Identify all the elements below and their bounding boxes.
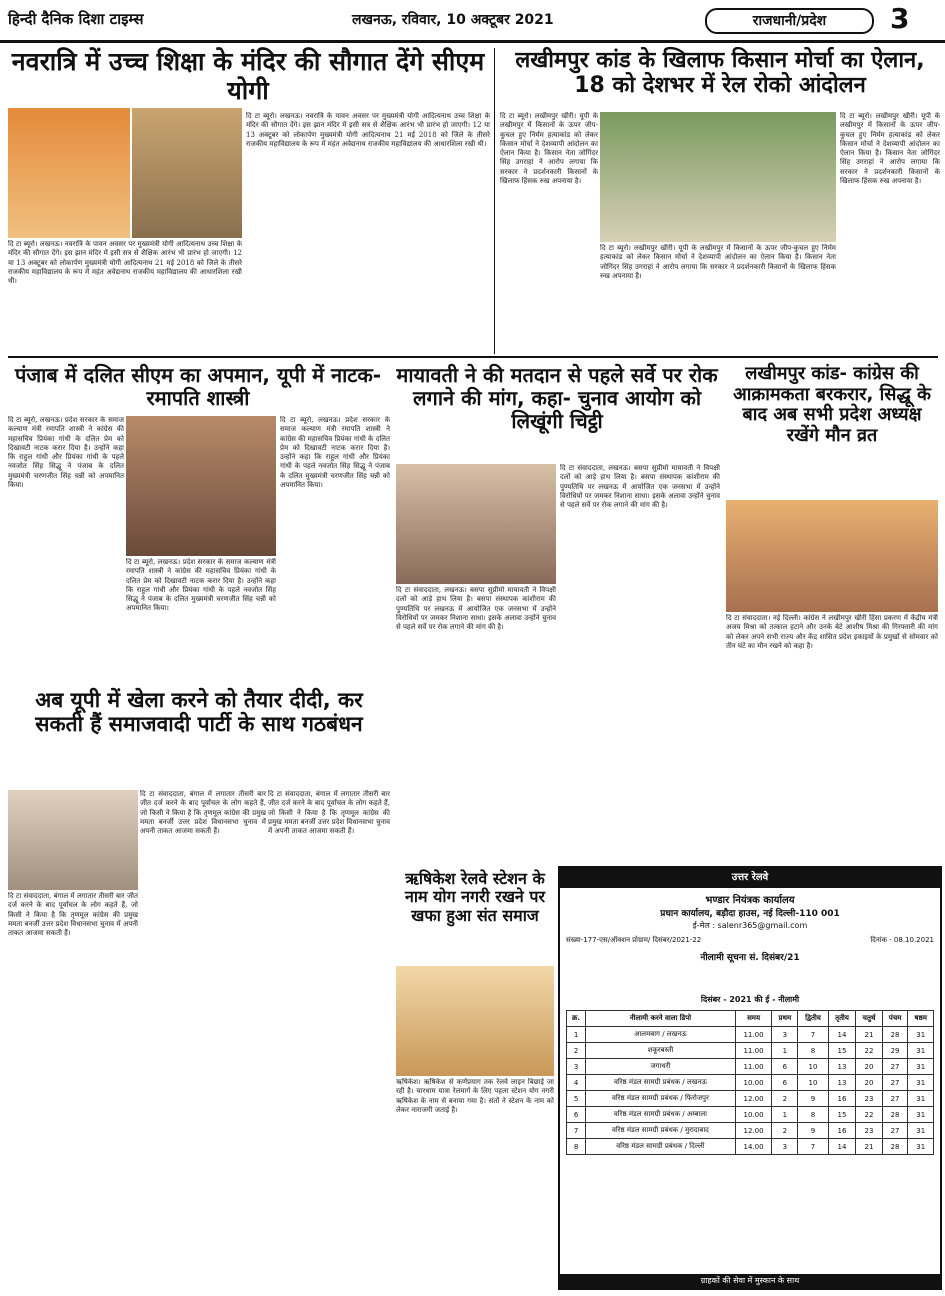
table-cell: वरिष्ठ मंडल सामग्री प्रबंधक / मुरादाबाद <box>586 1123 736 1139</box>
article-2-body-side: दि टा ब्यूरो। लखीमपुर खीरी। यूपी के लखीमपुर में किसानों के ऊपर जीप-कुचल हुए निर्मम हत्याकांड को लेकर किसान मोर्चा ने देशव्यापी आंदोलन का ऐलान किया है। किसान नेता जोगिंदर सिंह उगराहां ने आरोप लगाया कि सरकार ने प्रदर्शनकारी किसानों के खिलाफ हिंसक रुख अपनाया है। <box>840 112 940 186</box>
article-3-body: दि टा ब्यूरो, लखनऊ। प्रदेश सरकार के समाज कल्याण मंत्री रमापति शास्त्री ने कांग्रेस की महासचिव प्रियंका गांधी के दलित प्रेम को दिखावटी नाटक करार दिया है। उन्होंने कहा कि राहुल गांधी और प्रियंका गांधी के पहले नवजोत सिंह सिद्धू ने पंजाब के दलित मुख्यमंत्री चरणजीत सिंह चन्नी को अपमानित किया। <box>8 416 124 490</box>
table-cell: 27 <box>882 1091 908 1107</box>
ad-office: भण्डार नियंत्रक कार्यालय <box>705 895 795 906</box>
article-4-body: दि टा संवाददाता, लखनऊ। बसपा सुप्रीमो मायावती ने विपक्षी दलों को आड़े हाथ लिया है। बसपा संस्थापक कांशीराम की पुण्यतिथि पर लखनऊ में आयोजित एक जनसभा में उन्होंने विरोधियों पर जमकर निशाना साधा। इसके अलावा उन्होंने चुनाव से पहले सर्वे पर रोक लगाने की मांग की है। <box>396 586 556 632</box>
article-7-body: ऋषिकेश। ऋषिकेश से कर्णप्रयाग तक रेलवे लाइन बिछाई जा रही है। चारधाम यात्रा रेलमार्ग के लिए पहला स्टेशन योग नगरी ऋषिकेश के नाम से बनाया गया है। संतों ने स्टेशन के नाम को लेकर नाराजगी जताई है। <box>396 1078 554 1114</box>
table-row <box>567 1075 934 1091</box>
table-cell: जगाधरी <box>586 1059 736 1075</box>
table-cell: 16 <box>828 1091 856 1107</box>
table-cell: 14 <box>828 1139 856 1155</box>
article-5-body: दि टा संवाददाता। नई दिल्ली। कांग्रेस ने लखीमपुर खीरी हिंसा प्रकरण में केंद्रीय मंत्री अजय मिश्रा को तत्काल हटाने और उनके बेटे आशीष मिश्रा की गिरफ्तारी की मांग को लेकर अपने सभी राज्य और केंद्र शासित प्रदेश इकाइयों के प्रमुखों से सोमवार को तीन घंटे का मौन रखने को कहा है। <box>726 614 938 650</box>
col-second: द्वितीय <box>798 1011 828 1027</box>
table-cell: 10.00 <box>735 1107 772 1123</box>
table-row <box>567 1123 934 1139</box>
table-cell: 3 <box>772 1139 798 1155</box>
rampati-shastri-photo <box>126 416 276 556</box>
table-row <box>567 1059 934 1075</box>
paper-name: हिन्दी दैनिक दिशा टाइम्स <box>8 10 144 28</box>
article-6-headline: अब यूपी में खेला करने को तैयार दीदी, कर सकती हैं समाजवादी पार्टी के साथ गठबंधन <box>35 688 363 737</box>
table-row <box>567 1027 934 1043</box>
sidhu-photo <box>726 500 938 612</box>
masthead <box>0 0 945 43</box>
table-cell: 6 <box>772 1075 798 1091</box>
table-cell: वरिष्ठ मंडल सामग्री प्रबंधक / दिल्ली <box>586 1139 736 1155</box>
article-6-body-cont: दि टा संवाददाता, बंगाल में लगातार तीसरी बार जीत दर्ज करने के बाद पूर्वांचल के लोग कहते हैं, जो किसी ने किया है कि तृणमूल कांग्रेस की प्रमुख ममता बनर्जी उत्तर प्रदेश विधानसभा चुनाव में अपनी ताकत आजमा सकती हैं। <box>140 790 266 836</box>
rishikesh-station-photo <box>396 966 554 1076</box>
table-cell: शकूरबस्ती <box>586 1043 736 1059</box>
article-6-body-side: दि टा संवाददाता, बंगाल में लगातार तीसरी बार जीत दर्ज करने के बाद पूर्वांचल के लोग कहते हैं, जो किसी ने किया है कि तृणमूल कांग्रेस की प्रमुख ममता बनर्जी उत्तर प्रदेश विधानसभा चुनाव में अपनी ताकत आजमा सकती हैं। <box>268 790 390 836</box>
table-cell: 12.00 <box>735 1123 772 1139</box>
article-2-body-cont: दि टा ब्यूरो। लखीमपुर खीरी। यूपी के लखीमपुर में किसानों के ऊपर जीप-कुचल हुए निर्मम हत्याकांड को लेकर किसान मोर्चा ने देशव्यापी आंदोलन का ऐलान किया है। किसान नेता जोगिंदर सिंह उगराहां ने आरोप लगाया कि सरकार ने प्रदर्शनकारी किसानों के खिलाफ हिंसक रुख अपनाया है। <box>600 244 836 280</box>
table-cell: वरिष्ठ मंडल सामग्री प्रबंधक / अम्बाला <box>586 1107 736 1123</box>
table-cell: 23 <box>856 1123 882 1139</box>
article-2-body: दि टा ब्यूरो। लखीमपुर खीरी। यूपी के लखीमपुर में किसानों के ऊपर जीप-कुचल हुए निर्मम हत्याकांड को लेकर किसान मोर्चा ने देशव्यापी आंदोलन का ऐलान किया है। किसान नेता जोगिंदर सिंह उगराहां ने आरोप लगाया कि सरकार ने प्रदर्शनकारी किसानों के खिलाफ हिंसक रुख अपनाया है। <box>500 112 598 186</box>
article-6-body: दि टा संवाददाता, बंगाल में लगातार तीसरी बार जीत दर्ज करने के बाद पूर्वांचल के लोग कहते हैं, जो किसी ने किया है कि तृणमूल कांग्रेस की प्रमुख ममता बनर्जी उत्तर प्रदेश विधानसभा चुनाव में अपनी ताकत आजमा सकती हैं। <box>8 892 138 938</box>
mamata-photo <box>8 790 138 890</box>
table-cell: आलमबाग / लखनऊ <box>586 1027 736 1043</box>
yogi-photo <box>8 108 130 238</box>
article-1-body: दि टा ब्यूरो। लखनऊ। नवरात्रि के पावन अवसर पर मुख्यमंत्री योगी आदित्यनाथ उच्च शिक्षा के मंदिर की सौगात देंगे। इस झान मंदिर में इसी सत्र से शैक्षिक आरंभ भी प्रारंभ हो जाएगी। 12 या 13 अक्टूबर को लोकार्पण मुख्यमंत्री योगी आदित्यनाथ 21 मई 2018 को जिले के तीसरे राजकीय महाविद्यालय के रूप में महंत अवेद्यनाथ राजकीय महाविद्यालय की आधारशिला रखी थी। <box>8 240 242 286</box>
table-cell: 21 <box>856 1027 882 1043</box>
article-1-body-cont: दि टा ब्यूरो। लखनऊ। नवरात्रि के पावन अवसर पर मुख्यमंत्री योगी आदित्यनाथ उच्च शिक्षा के मंदिर की सौगात देंगे। इस झान मंदिर में इसी सत्र से शैक्षिक आरंभ भी प्रारंभ हो जाएगी। 12 या 13 अक्टूबर को लोकार्पण मुख्यमंत्री योगी आदित्यनाथ 21 मई 2018 को जिले के तीसरे राजकीय महाविद्यालय के रूप में महंत अवेद्यनाथ राजकीय महाविद्यालय की आधारशिला रखी थी। <box>246 112 490 148</box>
table-cell: 13 <box>828 1059 856 1075</box>
table-cell: 13 <box>828 1075 856 1091</box>
ad-org: उत्तर रेलवे <box>560 868 940 888</box>
table-cell: 12.00 <box>735 1091 772 1107</box>
article-3-body-cont: दि टा ब्यूरो, लखनऊ। प्रदेश सरकार के समाज कल्याण मंत्री रमापति शास्त्री ने कांग्रेस की महासचिव प्रियंका गांधी के दलित प्रेम को दिखावटी नाटक करार दिया है। उन्होंने कहा कि राहुल गांधी और प्रियंका गांधी के पहले नवजोत सिंह सिद्धू ने पंजाब के दलित मुख्यमंत्री चरणजीत सिंह चन्नी को अपमानित किया। <box>126 558 276 613</box>
column-divider <box>494 48 495 354</box>
ad-ref: संख्या-177-एस/ऑक्शन प्रोग्राम/ दिसंबर/2021-22 <box>566 936 702 944</box>
table-cell: 1 <box>772 1043 798 1059</box>
table-cell: 29 <box>882 1043 908 1059</box>
col-time: समय <box>735 1011 772 1027</box>
mayawati-photo <box>396 464 556 584</box>
ad-address: प्रधान कार्यालय, बड़ौदा हाउस, नई दिल्ली-110 001 <box>660 909 840 919</box>
table-cell: 31 <box>908 1123 934 1139</box>
table-cell: 31 <box>908 1091 934 1107</box>
table-cell: 14 <box>828 1027 856 1043</box>
ad-footer: ग्राहकों की सेवा में मुस्कान के साथ <box>560 1274 940 1288</box>
table-cell: 31 <box>908 1043 934 1059</box>
ad-program: दिसंबर - 2021 की ई - नीलामी <box>700 995 800 1004</box>
article-5-headline: लखीमपुर कांड- कांग्रेस की आक्रामकता बरकरार, सिद्धू के बाद अब सभी प्रदेश अध्यक्ष रखेंगे मौन व्रत <box>733 363 931 447</box>
table-cell: 23 <box>856 1091 882 1107</box>
table-cell: 9 <box>798 1123 828 1139</box>
table-cell: 1 <box>567 1027 586 1043</box>
section-label: राजधानी/प्रदेश <box>705 8 874 34</box>
table-cell: 3 <box>567 1059 586 1075</box>
table-cell: 15 <box>828 1107 856 1123</box>
page-number: 3 <box>890 2 910 35</box>
table-cell: वरिष्ठ मंडल सामग्री प्रबंधक / फिरोजपुर <box>586 1091 736 1107</box>
col-fourth: चतुर्थ <box>856 1011 882 1027</box>
table-cell: 5 <box>567 1091 586 1107</box>
auction-table-header <box>567 1011 934 1027</box>
horizontal-rule <box>8 356 938 358</box>
article-3-headline: पंजाब में दलित सीएम का अपमान, यूपी में नाटक- रमापति शास्त्री <box>14 363 382 410</box>
article-3-body-side: दि टा ब्यूरो, लखनऊ। प्रदेश सरकार के समाज कल्याण मंत्री रमापति शास्त्री ने कांग्रेस की महासचिव प्रियंका गांधी के दलित प्रेम को दिखावटी नाटक करार दिया है। उन्होंने कहा कि राहुल गांधी और प्रियंका गांधी के पहले नवजोत सिंह सिद्धू ने पंजाब के दलित मुख्यमंत्री चरणजीत सिंह चन्नी को अपमानित किया। <box>280 416 390 490</box>
table-cell: 31 <box>908 1059 934 1075</box>
railway-auction-ad <box>558 866 942 1290</box>
table-cell: 7 <box>798 1027 828 1043</box>
col-third: तृतीय <box>828 1011 856 1027</box>
table-cell: 8 <box>567 1139 586 1155</box>
table-row <box>567 1043 934 1059</box>
table-cell: 28 <box>882 1107 908 1123</box>
table-cell: 10 <box>798 1059 828 1075</box>
col-sixth: षष्ठम <box>908 1011 934 1027</box>
auction-table <box>566 1010 934 1155</box>
col-fifth: पंचम <box>882 1011 908 1027</box>
table-cell: 27 <box>882 1059 908 1075</box>
table-cell: 22 <box>856 1107 882 1123</box>
table-cell: 3 <box>772 1027 798 1043</box>
article-4-headline: मायावती ने की मतदान से पहले सर्वे पर रोक लगाने की मांग, कहा- चुनाव आयोग को लिखूंगी चिट्ठी <box>396 363 718 433</box>
farmers-protest-photo <box>600 112 836 242</box>
classroom-photo <box>132 108 242 238</box>
ad-dated: दिनांक - 08.10.2021 <box>870 936 934 944</box>
article-7-headline: ऋषिकेश रेलवे स्टेशन के नाम योग नगरी रखने पर खफा हुआ संत समाज <box>404 869 546 925</box>
table-cell: 6 <box>772 1059 798 1075</box>
article-4-body-cont: दि टा संवाददाता, लखनऊ। बसपा सुप्रीमो मायावती ने विपक्षी दलों को आड़े हाथ लिया है। बसपा संस्थापक कांशीराम की पुण्यतिथि पर लखनऊ में आयोजित एक जनसभा में उन्होंने विरोधियों पर जमकर निशाना साधा। इसके अलावा उन्होंने चुनाव से पहले सर्वे पर रोक लगाने की मांग की है। <box>560 464 720 510</box>
table-cell: 27 <box>882 1075 908 1091</box>
table-cell: 31 <box>908 1139 934 1155</box>
table-row <box>567 1139 934 1155</box>
table-cell: 2 <box>772 1091 798 1107</box>
ad-notice: नीलामी सूचना सं. दिसंबर/21 <box>700 953 800 963</box>
table-row <box>567 1091 934 1107</box>
table-cell: 11.00 <box>735 1043 772 1059</box>
table-cell: 11.00 <box>735 1027 772 1043</box>
table-cell: 31 <box>908 1075 934 1091</box>
table-cell: 14.00 <box>735 1139 772 1155</box>
table-cell: 16 <box>828 1123 856 1139</box>
table-cell: 9 <box>798 1091 828 1107</box>
issue-date: लखनऊ, रविवार, 10 अक्टूबर 2021 <box>352 12 554 28</box>
col-sn: क्र. <box>567 1011 586 1027</box>
table-cell: 11.00 <box>735 1059 772 1075</box>
table-cell: 6 <box>567 1107 586 1123</box>
table-cell: 7 <box>567 1123 586 1139</box>
article-1-headline: नवरात्रि में उच्च शिक्षा के मंदिर की सौगात देंगे सीएम योगी <box>11 47 485 105</box>
table-cell: वरिष्ठ मंडल सामग्री प्रबंधक / लखनऊ <box>586 1075 736 1091</box>
col-depot: नीलामी करने वाला डिपो <box>586 1011 736 1027</box>
table-cell: 8 <box>798 1107 828 1123</box>
ad-email: ई-मेल : salenr365@gmail.com <box>692 921 808 930</box>
table-cell: 20 <box>856 1075 882 1091</box>
table-cell: 28 <box>882 1027 908 1043</box>
table-cell: 28 <box>882 1139 908 1155</box>
table-cell: 27 <box>882 1123 908 1139</box>
table-cell: 15 <box>828 1043 856 1059</box>
table-cell: 8 <box>798 1043 828 1059</box>
table-cell: 4 <box>567 1075 586 1091</box>
table-cell: 2 <box>772 1123 798 1139</box>
table-cell: 20 <box>856 1059 882 1075</box>
table-cell: 31 <box>908 1027 934 1043</box>
article-2-headline: लखीमपुर कांड के खिलाफ किसान मोर्चा का ऐलान, 18 को देशभर में रेल रोको आंदोलन <box>515 48 925 99</box>
table-cell: 7 <box>798 1139 828 1155</box>
table-cell: 10.00 <box>735 1075 772 1091</box>
table-row <box>567 1107 934 1123</box>
table-cell: 22 <box>856 1043 882 1059</box>
table-cell: 2 <box>567 1043 586 1059</box>
table-cell: 10 <box>798 1075 828 1091</box>
table-cell: 21 <box>856 1139 882 1155</box>
table-cell: 31 <box>908 1107 934 1123</box>
col-first: प्रथम <box>772 1011 798 1027</box>
table-cell: 1 <box>772 1107 798 1123</box>
